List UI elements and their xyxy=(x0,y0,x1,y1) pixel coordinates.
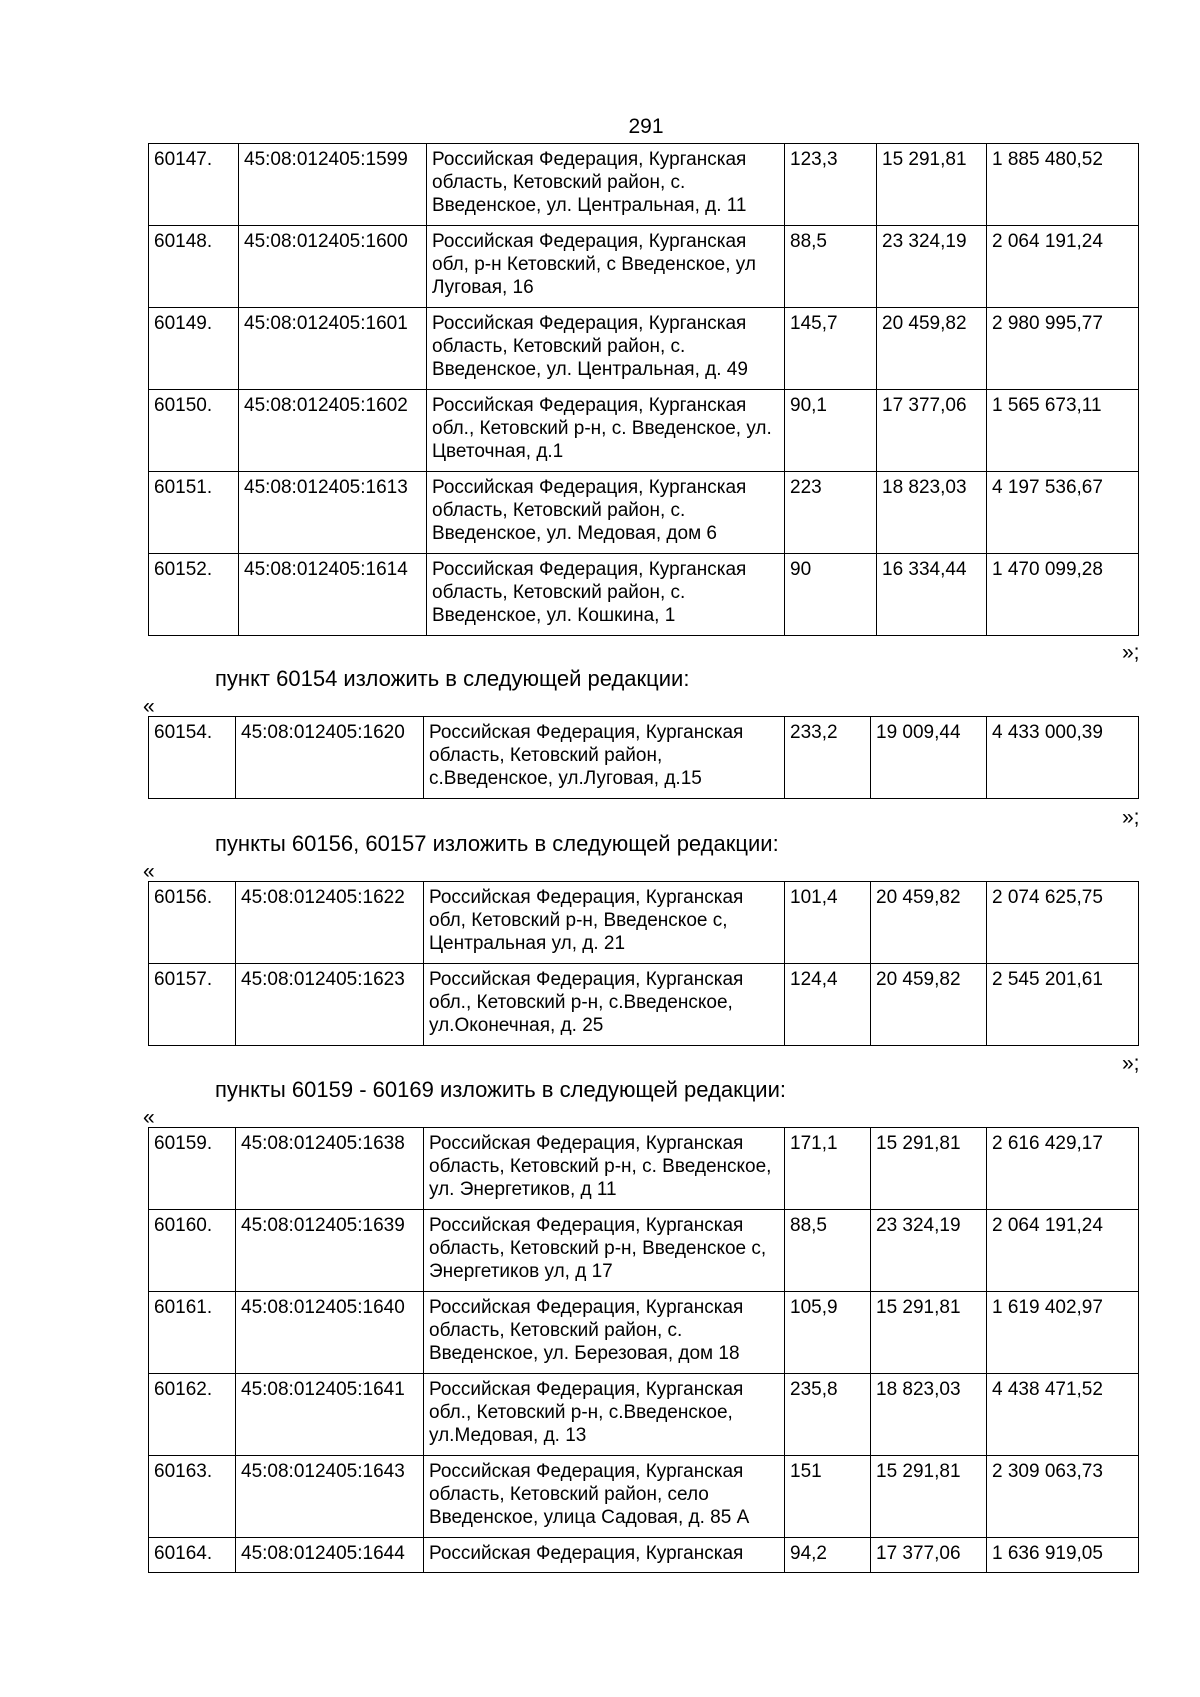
opening-quote: « xyxy=(143,695,155,718)
table-row xyxy=(149,472,1139,554)
address: Российская Федерация, Курганская обл., Кетовский р-н, с.Введенское, ул.Оконечная, д. 25 xyxy=(424,964,785,1046)
table-body xyxy=(149,882,1139,1046)
area: 88,5 xyxy=(785,1210,871,1292)
area: 223 xyxy=(785,472,877,554)
area: 88,5 xyxy=(785,226,877,308)
closing-quote: »; xyxy=(1122,1052,1140,1075)
unit-price: 20 459,82 xyxy=(871,882,987,964)
address: Российская Федерация, Курганская область, Кетовский район, с.Введенское, ул.Луговая, д.15 xyxy=(424,717,785,799)
cadastral-number: 45:08:012405:1620 xyxy=(236,717,424,799)
cadastral-number: 45:08:012405:1602 xyxy=(239,390,427,472)
table-row xyxy=(149,964,1139,1046)
table-row xyxy=(149,390,1139,472)
cadastral-value: 1 885 480,52 xyxy=(987,144,1139,226)
registry-table-3 xyxy=(148,881,1139,1046)
cadastral-number: 45:08:012405:1623 xyxy=(236,964,424,1046)
table-body xyxy=(149,1128,1139,1573)
unit-price: 15 291,81 xyxy=(871,1456,987,1538)
cadastral-number: 45:08:012405:1601 xyxy=(239,308,427,390)
registry-table-1 xyxy=(148,143,1139,636)
area: 123,3 xyxy=(785,144,877,226)
registry-table-4 xyxy=(148,1127,1139,1573)
cadastral-value: 1 565 673,11 xyxy=(987,390,1139,472)
row-number: 60164. xyxy=(149,1538,236,1573)
row-number: 60148. xyxy=(149,226,239,308)
address: Российская Федерация, Курганская область, Кетовский р-н, Введенское с, Энергетиков ул, д 17 xyxy=(424,1210,785,1292)
row-number: 60156. xyxy=(149,882,236,964)
area: 171,1 xyxy=(785,1128,871,1210)
table-row xyxy=(149,226,1139,308)
cadastral-value: 2 616 429,17 xyxy=(987,1128,1139,1210)
cadastral-number: 45:08:012405:1622 xyxy=(236,882,424,964)
cadastral-number: 45:08:012405:1600 xyxy=(239,226,427,308)
row-number: 60149. xyxy=(149,308,239,390)
opening-quote: « xyxy=(143,1106,155,1129)
table-row xyxy=(149,554,1139,636)
address: Российская Федерация, Курганская xyxy=(424,1538,785,1573)
area: 233,2 xyxy=(785,717,871,799)
row-number: 60163. xyxy=(149,1456,236,1538)
cadastral-value: 2 064 191,24 xyxy=(987,226,1139,308)
address: Российская Федерация, Курганская обл., Кетовский р-н, с. Введенское, ул. Цветочная, д.1 xyxy=(427,390,785,472)
row-number: 60147. xyxy=(149,144,239,226)
unit-price: 18 823,03 xyxy=(871,1374,987,1456)
cadastral-value: 2 309 063,73 xyxy=(987,1456,1139,1538)
amendment-paragraph: пункт 60154 изложить в следующей редакции: xyxy=(215,666,690,691)
address: Российская Федерация, Курганская обл, Кетовский р-н, Введенское с, Центральная ул, д. 21 xyxy=(424,882,785,964)
area: 105,9 xyxy=(785,1292,871,1374)
area: 151 xyxy=(785,1456,871,1538)
closing-quote: »; xyxy=(1122,806,1140,829)
table-body xyxy=(149,144,1139,636)
amendment-paragraph: пункты 60159 - 60169 изложить в следующей редакции: xyxy=(215,1077,787,1102)
unit-price: 17 377,06 xyxy=(871,1538,987,1573)
table-row xyxy=(149,1538,1139,1573)
table-row xyxy=(149,1374,1139,1456)
cadastral-number: 45:08:012405:1640 xyxy=(236,1292,424,1374)
address: Российская Федерация, Курганская область, Кетовский район, с. Введенское, ул. Центральная, д. 49 xyxy=(427,308,785,390)
address: Российская Федерация, Курганская область, Кетовский район, с. Введенское, ул. Кошкина, 1 xyxy=(427,554,785,636)
cadastral-value: 1 619 402,97 xyxy=(987,1292,1139,1374)
area: 235,8 xyxy=(785,1374,871,1456)
unit-price: 15 291,81 xyxy=(871,1292,987,1374)
area: 101,4 xyxy=(785,882,871,964)
closing-quote: »; xyxy=(1122,641,1140,664)
cadastral-number: 45:08:012405:1643 xyxy=(236,1456,424,1538)
unit-price: 23 324,19 xyxy=(871,1210,987,1292)
address: Российская Федерация, Курганская область, Кетовский район, село Введенское, улица Садовая, д. 85 А xyxy=(424,1456,785,1538)
unit-price: 16 334,44 xyxy=(877,554,987,636)
unit-price: 20 459,82 xyxy=(871,964,987,1046)
cadastral-number: 45:08:012405:1614 xyxy=(239,554,427,636)
area: 90 xyxy=(785,554,877,636)
table-row xyxy=(149,717,1139,799)
registry-table-2 xyxy=(148,716,1139,799)
cadastral-number: 45:08:012405:1639 xyxy=(236,1210,424,1292)
table-row xyxy=(149,1210,1139,1292)
unit-price: 15 291,81 xyxy=(871,1128,987,1210)
area: 94,2 xyxy=(785,1538,871,1573)
page-number: 291 xyxy=(628,115,664,138)
cadastral-value: 4 433 000,39 xyxy=(987,717,1139,799)
row-number: 60150. xyxy=(149,390,239,472)
cadastral-value: 2 545 201,61 xyxy=(987,964,1139,1046)
cadastral-number: 45:08:012405:1599 xyxy=(239,144,427,226)
table-row xyxy=(149,144,1139,226)
cadastral-value: 4 197 536,67 xyxy=(987,472,1139,554)
unit-price: 17 377,06 xyxy=(877,390,987,472)
cadastral-value: 4 438 471,52 xyxy=(987,1374,1139,1456)
row-number: 60160. xyxy=(149,1210,236,1292)
cadastral-number: 45:08:012405:1641 xyxy=(236,1374,424,1456)
row-number: 60161. xyxy=(149,1292,236,1374)
table-row xyxy=(149,1292,1139,1374)
unit-price: 15 291,81 xyxy=(877,144,987,226)
row-number: 60152. xyxy=(149,554,239,636)
address: Российская Федерация, Курганская область, Кетовский район, с. Введенское, ул. Медовая, дом 6 xyxy=(427,472,785,554)
cadastral-number: 45:08:012405:1644 xyxy=(236,1538,424,1573)
cadastral-value: 1 636 919,05 xyxy=(987,1538,1139,1573)
table-row xyxy=(149,308,1139,390)
row-number: 60154. xyxy=(149,717,236,799)
unit-price: 23 324,19 xyxy=(877,226,987,308)
row-number: 60159. xyxy=(149,1128,236,1210)
table-row xyxy=(149,882,1139,964)
cadastral-value: 2 980 995,77 xyxy=(987,308,1139,390)
table-row xyxy=(149,1456,1139,1538)
amendment-paragraph: пункты 60156, 60157 изложить в следующей редакции: xyxy=(215,831,779,856)
row-number: 60151. xyxy=(149,472,239,554)
address: Российская Федерация, Курганская обл., Кетовский р-н, с.Введенское, ул.Медовая, д. 13 xyxy=(424,1374,785,1456)
unit-price: 18 823,03 xyxy=(877,472,987,554)
address: Российская Федерация, Курганская область, Кетовский район, с. Введенское, ул. Центральная, д. 11 xyxy=(427,144,785,226)
unit-price: 19 009,44 xyxy=(871,717,987,799)
cadastral-number: 45:08:012405:1638 xyxy=(236,1128,424,1210)
cadastral-value: 2 074 625,75 xyxy=(987,882,1139,964)
row-number: 60157. xyxy=(149,964,236,1046)
unit-price: 20 459,82 xyxy=(877,308,987,390)
row-number: 60162. xyxy=(149,1374,236,1456)
cadastral-number: 45:08:012405:1613 xyxy=(239,472,427,554)
area: 145,7 xyxy=(785,308,877,390)
cadastral-value: 1 470 099,28 xyxy=(987,554,1139,636)
table-row xyxy=(149,1128,1139,1210)
address: Российская Федерация, Курганская область, Кетовский р-н, с. Введенское, ул. Энергетиков, д 11 xyxy=(424,1128,785,1210)
cadastral-value: 2 064 191,24 xyxy=(987,1210,1139,1292)
table-body xyxy=(149,717,1139,799)
opening-quote: « xyxy=(143,860,155,883)
area: 90,1 xyxy=(785,390,877,472)
area: 124,4 xyxy=(785,964,871,1046)
address: Российская Федерация, Курганская обл, р-н Кетовский, с Введенское, ул Луговая, 16 xyxy=(427,226,785,308)
address: Российская Федерация, Курганская область, Кетовский район, с. Введенское, ул. Березовая, дом 18 xyxy=(424,1292,785,1374)
